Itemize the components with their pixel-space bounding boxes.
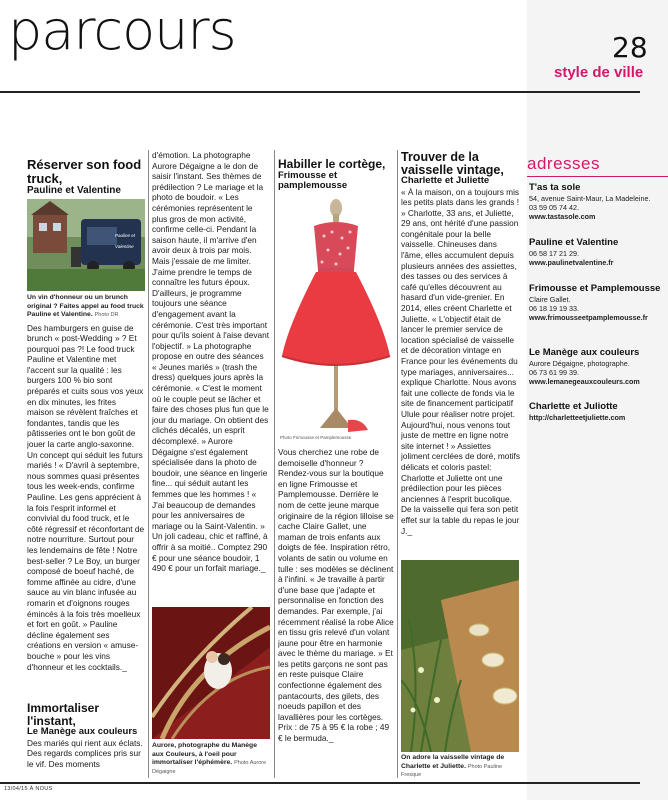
sidebar-background <box>527 0 668 800</box>
page-number: 28 <box>612 31 648 64</box>
photo-caption: Aurore, photographe du Manège aux Couleurs, à l'oeil pour immortaliser l'éphémère. <box>152 742 257 766</box>
address-phone: 06 73 61 99 39. <box>529 367 579 377</box>
photo-credit: Photo Aurore Dégaigne <box>152 760 267 775</box>
address-contact: Aurore Dégaigne, photographe. <box>529 358 630 368</box>
address-website[interactable]: http://charletteetjuliette.com <box>529 412 626 422</box>
address-phone: 06 58 17 21 29. <box>529 248 579 258</box>
address-entry <box>529 183 663 221</box>
column-food-truck <box>27 158 145 778</box>
address-entry <box>529 348 663 386</box>
article-subheading: Le Manège aux couleurs <box>27 726 138 737</box>
address-name: Frimousse et Pamplemousse <box>529 283 661 294</box>
photo-credit: Photo DR <box>94 312 119 318</box>
dress-image <box>278 196 394 444</box>
address-entry <box>529 402 663 422</box>
address-website[interactable]: www.paulinetvalentine.fr <box>529 257 614 267</box>
article-body: d'émotion. La photographe Aurore Dégaigne a le don de saisir l'instant. Ses thèmes de prédilection ? Le mariage et la photo de boudoir. « Les cérémonies représentent le plus gros de mon activité, confirme celle-ci. Pendant la saison haute, il m'arrive d'en avoir deux à trois par mois. Mais j'essaie de me limiter. J'aime prendre le temps de connaître les futurs époux. D'ailleurs, je programme toujours une séance d'engagement avant la cérémonie. C'est très important pour qu'ils soient à l'aise devant l'objectif. » La photographe propose en outre des séances « Jeunes mariés » (trash the dress) quelques jours après la cérémonie. « C'est le moment où le couple peut se lâcher et faire des choses plus fun que le jour du mariage. On obtient des clichés décalés, un esprit décomplexé. » Aurore Dégaigne s'est également spécialisée dans la photo de boudoir, une séance en lingerie fine... qui séduit autant les femmes que les hommes ! « J'ai beaucoup de demandes pour les anniversaires de mariage ou la Saint-Valentin. » Un joli cadeau, chic et raffiné, à offrir à sa moitié.. Comptez 290 € pour une séance boudoir, 1 490 € pour un forfait mariage._ <box>152 150 270 574</box>
column-cortege-body <box>278 447 394 778</box>
photo-credit: Photo Frimousse et Pamplemousse <box>280 435 352 440</box>
column-cortege-head <box>278 158 394 198</box>
address-entry <box>529 238 663 267</box>
column-photographer-intro <box>27 702 145 778</box>
sidebar-title-rule <box>527 176 668 177</box>
article-body: « À la maison, on a toujours mis les petits plats dans les grands ! » Charlotte, 33 ans, et Juliette, 29 ans, ont hérité d'une passion congénitale pour la belle vaisselle. Chineuses dans l'âme, elles accumulent depuis plusieurs années des assiettes, des tasses ou des services à café qu'elles découvrent au hasard d'un vide-grenier. En 2014, elles créent Charlette et Juliette. « L'objectif était de lancer le premier service de location spécialisé de vaisselle et de décoration vintage en France pour les événements du type mariages, anniversaires... explique Charlotte. Nous avons fait une collecte de fonds via le site de financement participatif Ulule pour réaliser notre projet. Aujourd'hui, nous venons tout juste de mettre en ligne notre site internet ! » Assiettes joliment cerclées de doré, motifs délicats et coloris pastel: Charlotte et Juliette ont une prédilection pour les pièces anciennes à l'esprit bucolique. De la vaisselle qui fera son petit effet sur la table du repas le jour J._ <box>401 186 520 536</box>
vintage-table-photo <box>401 560 519 752</box>
address-street: 54, avenue Saint-Maur, La Madeleine. <box>529 193 651 203</box>
article-subheading: Pauline et Valentine <box>27 185 121 196</box>
footer-rule <box>0 782 640 784</box>
address-phone: 03 59 05 74 42. <box>529 202 579 212</box>
column-vaisselle <box>401 151 521 559</box>
article-body: Des mariés qui rient aux éclats. Des regards complices pris sur le vif. Des moments <box>27 737 143 769</box>
article-subheading: Charlette et Juliette <box>401 175 490 186</box>
vintage-table-image <box>401 560 519 752</box>
section-label: style de ville <box>554 64 644 81</box>
article-body: Vous cherchez une robe de demoiselle d'honneur ? Rendez-vous sur la boutique en ligne Frimousse et Pamplemousse. Derrière le nom de cette jeune marque originaire de la région lilloise se cache Claire Gallet, une maman de trois enfants aux doigts de fée. Inspiration rétro, volants de satin ou volume en tulle : ses modèles se déclinent à l'infini. « Je travaille à partir d'une base que j'adapte et personnalise en fonction des demandes. Par exemple, j'ai récemment réalisé la robe Alice en tissu gris relevé d'un volant jaune pour être en harmonie avec le thème du mariage. » Et les petits garçons ne sont pas en reste puisque Claire confectionne également des pantacourts, des gilets, des noeuds papillon et des lavallières pour les cortèges. Prix : de 75 à 95 € la robe ; 49 € le bermuda._ <box>278 447 394 744</box>
address-name: Pauline et Valentine <box>529 237 619 248</box>
photo-caption: On adore la vaisselle vintage de Charlette et Juliette. <box>401 754 505 770</box>
food-truck-lettering: Pauline et Valentine <box>115 233 136 249</box>
food-truck-photo <box>27 199 145 291</box>
address-phone: 06 18 19 19 33. <box>529 303 579 313</box>
article-heading: Immortaliser l'instant, <box>27 702 100 728</box>
dress-photo <box>278 196 394 444</box>
address-name: T'as ta sole <box>529 182 581 193</box>
address-website[interactable]: www.frimousseetpamplemousse.fr <box>529 312 648 322</box>
header-rule <box>0 91 640 93</box>
wedding-couple-photo <box>152 607 270 739</box>
column-photographer <box>152 150 270 605</box>
address-website[interactable]: www.lemanegeauxcouleurs.com <box>529 376 640 386</box>
photographer-caption-block <box>152 742 270 778</box>
article-subheading: Frimousse et pamplemousse <box>278 169 348 191</box>
address-name: Charlette et Juliotte <box>529 401 618 412</box>
photo-credit: Photo Pauline Fresque <box>401 763 503 778</box>
photo-caption: Un vin d'honneur ou un brunch original ? Faites appel au food truck Pauline et Valentine. <box>27 294 144 318</box>
article-heading: Réserver son food truck, <box>27 158 142 186</box>
wedding-image <box>152 607 270 739</box>
article-heading: Trouver de la vaisselle vintage, <box>401 151 504 177</box>
address-name: Le Manège aux couleurs <box>529 347 640 358</box>
column-divider <box>274 150 275 778</box>
address-contact: Claire Gallet. <box>529 294 571 304</box>
address-website[interactable]: www.tastasole.com <box>529 211 596 221</box>
page-title: parcours <box>8 0 236 62</box>
column-divider <box>148 150 149 778</box>
sidebar-title: adresses <box>527 154 600 173</box>
footer-text: 13/04/15 À NOUS <box>4 786 53 792</box>
column-divider <box>397 150 398 778</box>
article-body: Des hamburgers en guise de brunch « post-Wedding » ? Et pourquoi pas ?! Le food truck Pauline et Valentine met l'accent sur la qualité : les burgers 100 % bio sont préparés et cuits sous vos yeux en dix minutes, les frites maison se révèlent fraîches et fondantes, tandis que les pâtisseries ont le bon goût de jouer la carte anglo-saxonne. Un concept qui séduit les futurs mariés ! « D'avril à septembre, nous sommes quasi présentes tous les week-ends, confirme Pauline. Les gens apprécient à la fois l'esprit informel et convivial du food truck, et le côté régressif et réconfortant de notre nourriture. Surtout pour les lendemains de fête ! Notre best-seller ? Le Boy, un burger composé de boeuf haché, de fomme affinée au cidre, d'une sauce au vin blanc infusée au romarin et d'oignons rouges émincés à la fois très moelleux et fort en goût. » Pauline décline également ses créations en version « amuse-bouche » pour les vins d'honneur et les cocktails._ <box>27 322 145 672</box>
article-heading: Habiller le cortège, <box>278 158 386 171</box>
address-entry <box>529 284 663 322</box>
vaisselle-caption-block <box>401 754 521 778</box>
